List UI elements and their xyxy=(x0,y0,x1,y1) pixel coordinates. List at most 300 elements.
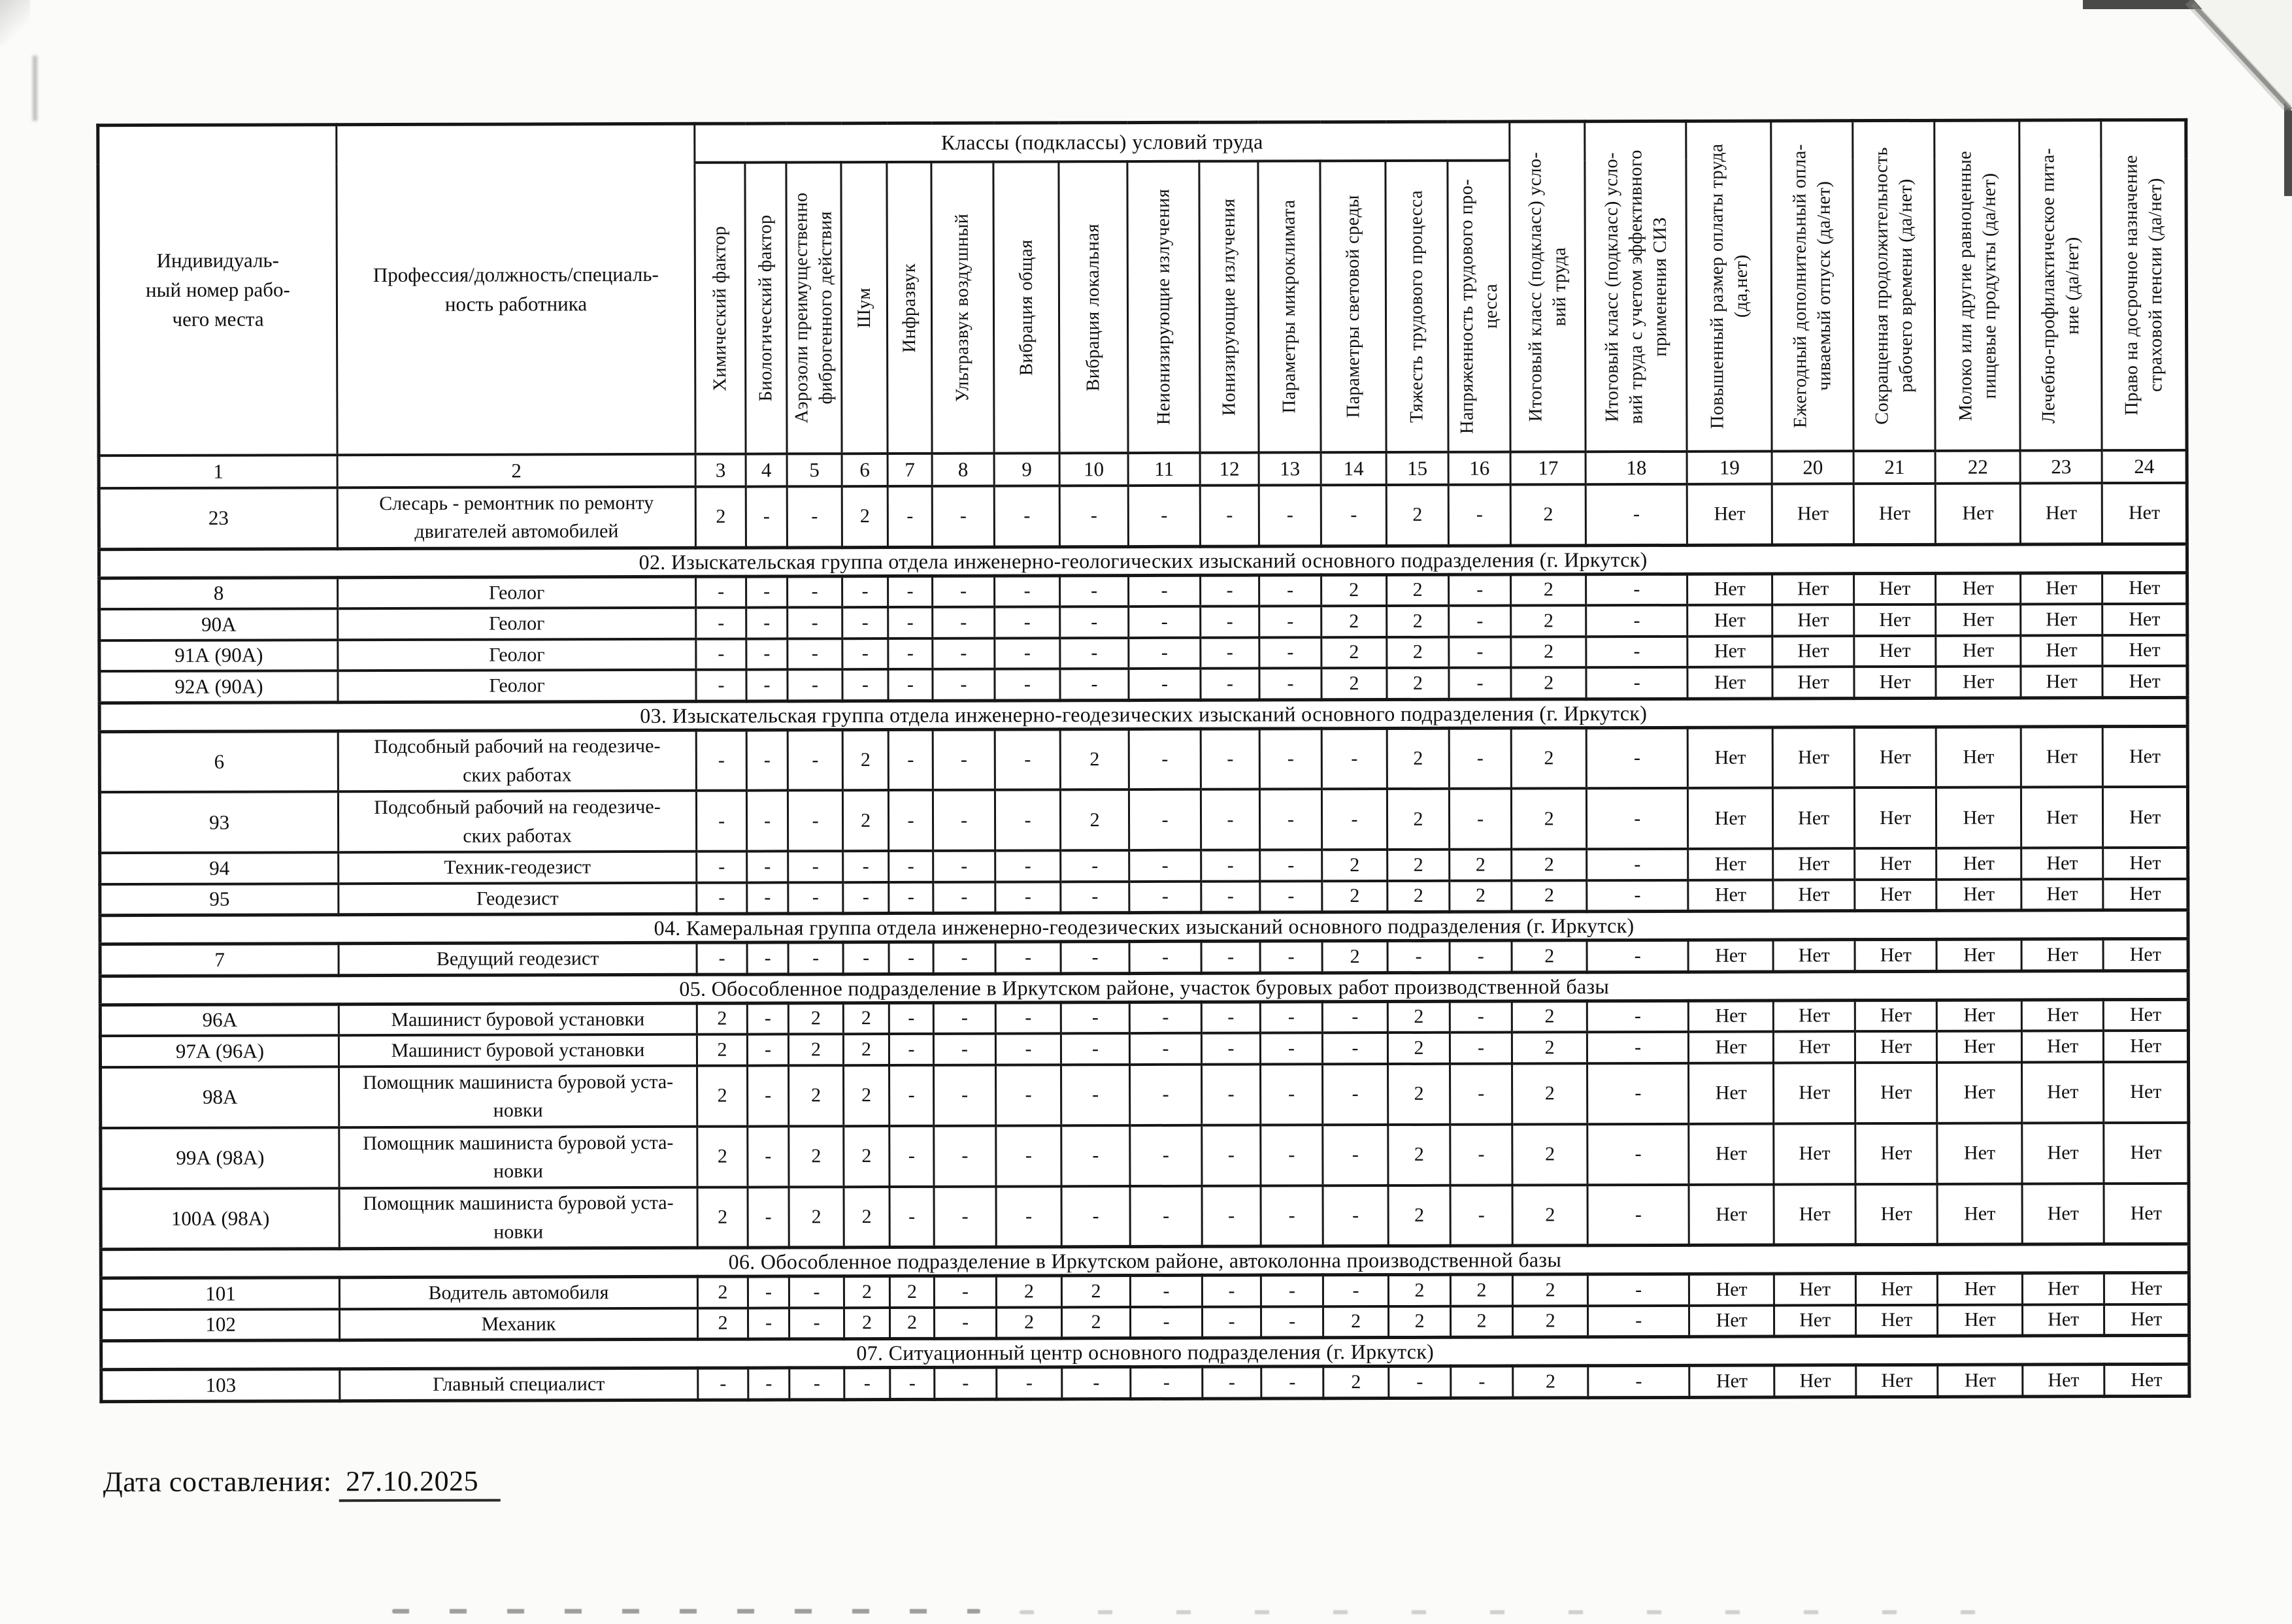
factor-class-cell: - xyxy=(1129,637,1201,669)
factor-class-cell: - xyxy=(1201,941,1260,973)
factor-class-cell: - xyxy=(1586,727,1687,788)
factor-class-cell: 2 xyxy=(1322,881,1387,912)
factor-class-cell: - xyxy=(747,942,788,974)
factor-class-cell: - xyxy=(1387,940,1450,972)
benefit-cell: Нет xyxy=(1689,1305,1774,1336)
factor-class-cell: - xyxy=(1449,728,1511,789)
benefit-cell: Нет xyxy=(2103,787,2188,848)
factor-class-cell: 2 xyxy=(1386,485,1448,546)
benefit-cell: Нет xyxy=(1688,848,1773,880)
factor-class-cell: - xyxy=(935,1367,997,1399)
column-number-cell: 2 xyxy=(337,454,695,488)
benefit-cell: Нет xyxy=(1772,667,1854,698)
benefit-cell: Нет xyxy=(1936,726,2021,787)
factor-class-cell: - xyxy=(1201,850,1260,882)
factor-class-cell: - xyxy=(1259,485,1321,546)
benefit-cell: Нет xyxy=(1937,1062,2022,1123)
factor-class-cell: - xyxy=(1449,668,1511,699)
factor-class-cell: 2 xyxy=(1511,605,1586,637)
column-numbers-row xyxy=(99,450,2187,488)
benefit-cell: Нет xyxy=(1773,1000,1855,1031)
factor-class-cell: - xyxy=(1323,1125,1388,1185)
factor-class-cell: 2 xyxy=(1388,1274,1450,1306)
factor-class-cell: - xyxy=(889,1125,934,1186)
factor-class-cell: - xyxy=(1201,606,1259,638)
factor-class-cell: - xyxy=(995,850,1061,882)
factor-class-cell: - xyxy=(932,486,994,547)
column-number-cell: 22 xyxy=(1935,450,2020,483)
factor-class-cell: - xyxy=(1323,1185,1388,1246)
factor-class-cell: - xyxy=(1060,575,1129,606)
benefit-cell: Нет xyxy=(1687,727,1772,787)
benefit-cell: Нет xyxy=(2021,787,2103,848)
factor-class-cell: - xyxy=(934,1307,996,1338)
factor-class-cell: - xyxy=(1202,1275,1261,1306)
factor-class-cell: - xyxy=(1586,574,1687,605)
profession-cell: Машинист буровой установки xyxy=(339,1003,697,1035)
header-intensity xyxy=(1448,161,1510,452)
factor-class-cell: - xyxy=(789,1308,844,1339)
factor-class-cell: - xyxy=(1129,789,1201,850)
factor-class-cell: - xyxy=(746,669,788,701)
factor-class-cell: - xyxy=(1587,788,1688,849)
factor-class-cell: - xyxy=(1131,1367,1203,1399)
factor-class-cell: 2 xyxy=(1387,668,1449,699)
profession-cell: Подсобный рабочий на геодезиче- ских работах xyxy=(338,730,696,791)
header-classes-span: Классы (подклассы) условий труда xyxy=(695,122,1510,163)
factor-class-cell: - xyxy=(1587,1063,1689,1123)
benefit-cell: Нет xyxy=(1687,573,1772,605)
header-vibration-general-label: Вибрация общая xyxy=(1016,239,1037,376)
profession-cell: Механик xyxy=(339,1308,697,1340)
table-row xyxy=(100,878,2188,915)
factor-class-cell: - xyxy=(788,607,842,638)
workplace-number-cell: 102 xyxy=(101,1309,339,1341)
benefit-cell: Нет xyxy=(2023,1273,2104,1304)
column-number-cell: 5 xyxy=(787,454,842,486)
factor-class-cell: - xyxy=(889,1034,933,1065)
factor-class-cell: 2 xyxy=(1060,729,1129,789)
factor-class-cell: - xyxy=(933,669,995,701)
factor-class-cell: - xyxy=(889,1186,934,1247)
factor-class-cell: - xyxy=(995,789,1060,850)
factor-class-cell: - xyxy=(1261,1306,1323,1338)
workplace-number-cell: 95 xyxy=(100,884,339,916)
factor-class-cell: - xyxy=(1061,882,1129,913)
factor-class-cell: - xyxy=(995,669,1060,700)
section-header: 02. Изыскательская группа отдела инженерно-геологических изысканий основного подразделения (г. Иркутск) xyxy=(99,544,2187,578)
factor-class-cell: - xyxy=(1259,668,1321,699)
factor-class-cell: 2 xyxy=(697,1187,748,1248)
header-infrasound xyxy=(887,162,932,454)
factor-class-cell: - xyxy=(788,669,842,701)
benefit-cell: Нет xyxy=(2022,1184,2104,1244)
factor-class-cell: 2 xyxy=(1388,1124,1450,1185)
factor-class-cell: - xyxy=(1129,575,1201,606)
date-line xyxy=(103,1465,501,1499)
factor-class-cell: - xyxy=(995,882,1061,913)
benefit-cell: Нет xyxy=(1937,1031,2022,1062)
factor-class-cell: 2 xyxy=(843,1003,889,1034)
factor-class-cell: - xyxy=(747,1003,788,1034)
benefit-cell: Нет xyxy=(1855,879,1936,910)
factor-class-cell: 2 xyxy=(1322,941,1387,973)
factor-class-cell: - xyxy=(1449,606,1511,637)
factor-class-cell: 2 xyxy=(1387,850,1450,881)
benefit-cell: Нет xyxy=(1854,727,1936,787)
factor-class-cell: - xyxy=(1202,1185,1261,1246)
benefit-cell: Нет xyxy=(2021,666,2102,697)
factor-class-cell: - xyxy=(1451,1366,1513,1398)
factor-class-cell: - xyxy=(696,730,746,791)
header-increased-pay xyxy=(1686,121,1772,452)
benefit-cell: Нет xyxy=(1936,604,2021,635)
factor-class-cell: 2 xyxy=(697,1308,748,1339)
benefit-cell: Нет xyxy=(2104,1061,2189,1122)
factor-class-cell: - xyxy=(1129,669,1201,700)
factor-class-cell: 2 xyxy=(842,486,888,547)
factor-class-cell: 2 xyxy=(1512,788,1587,849)
factor-class-cell: - xyxy=(934,1125,996,1186)
factor-class-cell: - xyxy=(1260,850,1322,881)
factor-class-cell: - xyxy=(748,1368,789,1400)
factor-class-cell: - xyxy=(1062,1367,1131,1399)
factor-class-cell: 2 xyxy=(1322,850,1387,881)
factor-class-cell: - xyxy=(933,1003,995,1034)
benefit-cell: Нет xyxy=(2102,483,2187,544)
factor-class-cell: - xyxy=(788,638,842,670)
factor-class-cell: 2 xyxy=(1321,637,1387,669)
section-header: 03. Изыскательская группа отдела инженерно-геодезических изысканий основного подразделения (г. Иркутск) xyxy=(99,697,2187,731)
table-row xyxy=(99,483,2187,549)
benefit-cell: Нет xyxy=(2021,999,2103,1031)
header-workplace-number: Индивидуаль- ный номер рабо- чего места xyxy=(98,125,337,456)
benefit-cell: Нет xyxy=(1773,880,1855,911)
factor-class-cell: 2 xyxy=(1388,1306,1450,1337)
factor-class-cell: - xyxy=(1129,850,1201,882)
factor-class-cell: - xyxy=(788,729,842,790)
factor-class-cell: - xyxy=(1587,1032,1689,1063)
table-row xyxy=(99,604,2187,640)
benefit-cell: Нет xyxy=(1774,1063,1855,1123)
table-row xyxy=(100,848,2188,884)
header-noise xyxy=(841,162,888,454)
workplace-number-cell: 7 xyxy=(100,944,339,976)
factor-class-cell: 2 xyxy=(1513,1366,1588,1398)
factor-class-cell: - xyxy=(1260,881,1322,912)
factor-class-cell: - xyxy=(1587,1123,1689,1184)
factor-class-cell: - xyxy=(1129,941,1201,973)
factor-class-cell: 2 xyxy=(1450,1306,1512,1337)
factor-class-cell: - xyxy=(746,729,788,790)
factor-class-cell: - xyxy=(1201,669,1259,700)
column-number-cell: 20 xyxy=(1772,451,1853,484)
factor-class-cell: 2 xyxy=(697,1035,747,1066)
table-row xyxy=(101,1304,2189,1340)
factor-class-cell: - xyxy=(1261,1185,1323,1246)
benefit-cell: Нет xyxy=(1774,1123,1855,1184)
factor-class-cell: - xyxy=(696,670,746,701)
factor-class-cell: - xyxy=(1586,636,1687,667)
factor-class-cell: - xyxy=(696,791,746,852)
factor-class-cell: - xyxy=(789,1368,844,1400)
benefit-cell: Нет xyxy=(1854,635,1936,667)
factor-class-cell: - xyxy=(1261,1064,1323,1125)
factor-class-cell: - xyxy=(747,1034,788,1065)
factor-class-cell: 2 xyxy=(1061,1276,1130,1307)
header-therapeutic-nutrition-label: Лечебно-профилактическое пита- ние (да/нет) xyxy=(2038,148,2084,423)
benefit-cell: Нет xyxy=(1772,636,1854,667)
factor-class-cell: 2 xyxy=(1061,1307,1130,1338)
benefit-cell: Нет xyxy=(1856,1304,1938,1336)
factor-class-cell: - xyxy=(696,576,746,608)
benefit-cell: Нет xyxy=(1936,787,2021,848)
benefit-cell: Нет xyxy=(1688,787,1773,848)
workplace-number-cell: 98А xyxy=(101,1067,339,1128)
column-number-cell: 13 xyxy=(1259,452,1321,485)
factor-class-cell: 2 xyxy=(1512,940,1587,972)
benefit-cell: Нет xyxy=(1772,484,1853,544)
factor-class-cell: 2 xyxy=(1450,880,1512,912)
factor-class-cell: - xyxy=(746,486,787,547)
workplace-number-cell: 97А (96А) xyxy=(100,1035,339,1067)
factor-class-cell: - xyxy=(1130,1185,1202,1246)
benefit-cell: Нет xyxy=(2104,1304,2189,1335)
benefit-cell: Нет xyxy=(1689,1123,1774,1184)
factor-class-cell: 2 xyxy=(697,1276,748,1308)
factor-class-cell: - xyxy=(1129,1033,1201,1065)
factor-class-cell: 2 xyxy=(695,487,746,548)
workplace-number-cell: 23 xyxy=(99,488,337,549)
factor-class-cell: 2 xyxy=(1321,574,1387,606)
factor-class-cell: 2 xyxy=(1511,637,1586,668)
header-biological-label: Биологический фактор xyxy=(756,214,776,402)
benefit-cell: Нет xyxy=(1687,605,1772,636)
profession-cell: Помощник машиниста буровой уста- новки xyxy=(339,1065,697,1127)
factor-class-cell: - xyxy=(697,852,747,883)
factor-class-cell: - xyxy=(1201,575,1259,606)
benefit-cell: Нет xyxy=(1936,939,2021,971)
header-profession: Профессия/должность/специаль- ность работника xyxy=(337,124,695,455)
table-row xyxy=(100,1031,2188,1067)
factor-class-cell: - xyxy=(1587,880,1688,911)
column-number-cell: 6 xyxy=(842,454,888,486)
benefit-cell: Нет xyxy=(1772,605,1854,636)
factor-class-cell: - xyxy=(1202,1306,1261,1338)
workplace-number-cell: 6 xyxy=(99,731,338,792)
factor-class-cell: - xyxy=(996,1065,1061,1125)
factor-class-cell: - xyxy=(748,1126,789,1187)
factor-class-cell: 2 xyxy=(1512,1185,1587,1246)
header-ultrasound xyxy=(931,162,994,454)
benefit-cell: Нет xyxy=(1855,787,1936,848)
column-number-cell: 4 xyxy=(746,454,787,486)
factor-class-cell: - xyxy=(1201,1033,1260,1065)
factor-class-cell: - xyxy=(995,1033,1061,1065)
benefit-cell: Нет xyxy=(2103,848,2188,879)
benefit-cell: Нет xyxy=(1688,880,1773,911)
factor-class-cell: - xyxy=(697,942,747,974)
factor-class-cell: - xyxy=(747,851,788,882)
factor-class-cell: 2 xyxy=(697,1065,748,1126)
column-number-cell: 21 xyxy=(1853,451,1935,484)
benefit-cell: Нет xyxy=(2023,1365,2104,1397)
benefit-cell: Нет xyxy=(2102,726,2187,787)
factor-class-cell: - xyxy=(1587,1184,1689,1245)
factor-class-cell: 2 xyxy=(1513,1274,1588,1306)
factor-class-cell: - xyxy=(995,606,1060,638)
benefit-cell: Нет xyxy=(2021,635,2102,667)
benefit-cell: Нет xyxy=(1855,1062,1937,1123)
factor-class-cell: - xyxy=(1323,1064,1388,1125)
profession-cell: Машинист буровой установки xyxy=(339,1035,697,1067)
factor-class-cell: 2 xyxy=(844,1126,889,1187)
benefit-cell: Нет xyxy=(1687,636,1772,667)
factor-class-cell: 2 xyxy=(1323,1367,1389,1399)
header-aerosols xyxy=(786,162,842,454)
benefit-cell: Нет xyxy=(1774,1274,1856,1305)
factor-class-cell: - xyxy=(1588,1274,1689,1305)
factor-class-cell: 2 xyxy=(996,1276,1061,1307)
factor-class-cell: - xyxy=(995,1002,1061,1033)
table-row xyxy=(101,1122,2189,1188)
factor-class-cell: - xyxy=(1449,574,1511,606)
benefit-cell: Нет xyxy=(1937,1123,2022,1184)
factor-class-cell: - xyxy=(1129,881,1201,912)
factor-class-cell: - xyxy=(1587,1001,1688,1032)
factor-class-cell: 2 xyxy=(1512,849,1587,880)
factor-class-cell: - xyxy=(1450,1124,1512,1185)
column-number-cell: 3 xyxy=(695,454,746,487)
benefit-cell: Нет xyxy=(1688,940,1773,972)
factor-class-cell: - xyxy=(748,1308,789,1339)
factor-class-cell: - xyxy=(1261,1275,1323,1306)
workplace-number-cell: 91А (90А) xyxy=(99,640,338,671)
header-intensity-label: Напряженность трудового про- цесса xyxy=(1456,178,1502,434)
factor-class-cell: - xyxy=(1321,789,1387,850)
factor-class-cell: - xyxy=(698,1368,748,1400)
factor-class-cell: - xyxy=(933,851,995,882)
benefit-cell: Нет xyxy=(1855,1184,1937,1244)
benefit-cell: Нет xyxy=(2104,1272,2189,1304)
column-number-cell: 7 xyxy=(888,454,932,486)
factor-class-cell: - xyxy=(1061,1125,1130,1186)
benefit-cell: Нет xyxy=(2103,878,2188,910)
table-row xyxy=(99,572,2187,609)
factor-class-cell: - xyxy=(1060,606,1129,638)
factor-class-cell: 2 xyxy=(1450,850,1512,881)
factor-class-cell: - xyxy=(1260,941,1322,973)
benefit-cell: Нет xyxy=(1936,572,2021,604)
factor-class-cell: 2 xyxy=(1387,728,1449,789)
factor-class-cell: 2 xyxy=(1387,606,1449,637)
factor-class-cell: - xyxy=(933,576,995,607)
header-chemical-label: Химический фактор xyxy=(710,225,731,391)
header-increased-pay-label: Повышенный размер оплаты труда (да,нет) xyxy=(1706,143,1752,429)
header-milk-products-label: Молоко или другие равноценные пищевые продукты (да/нет) xyxy=(1954,150,2001,422)
factor-class-cell: 2 xyxy=(1511,727,1586,788)
profession-cell: Геолог xyxy=(338,670,696,702)
section-header: 07. Ситуационный центр основного подразделения (г. Иркутск) xyxy=(101,1335,2189,1369)
workplace-number-cell: 101 xyxy=(101,1278,339,1310)
factor-class-cell: - xyxy=(748,1187,789,1248)
factor-class-cell: - xyxy=(933,942,995,974)
factor-class-cell: - xyxy=(1389,1366,1451,1398)
factor-class-cell: 2 xyxy=(1510,484,1586,545)
factor-class-cell: - xyxy=(748,1276,789,1308)
profession-cell: Техник-геодезист xyxy=(339,852,697,884)
header-vibration-local xyxy=(1059,161,1128,453)
benefit-cell: Нет xyxy=(1774,1031,1855,1063)
benefit-cell: Нет xyxy=(2021,848,2103,879)
workplace-number-cell: 8 xyxy=(99,577,338,609)
factor-class-cell: - xyxy=(1061,1065,1130,1125)
factor-class-cell: - xyxy=(933,1034,995,1065)
factor-class-cell: - xyxy=(1129,606,1201,638)
factor-class-cell: - xyxy=(1321,485,1386,546)
factor-class-cell: - xyxy=(843,882,889,914)
factor-class-cell: - xyxy=(1450,1185,1512,1246)
factor-class-cell: - xyxy=(933,729,995,790)
factor-class-cell: - xyxy=(1128,486,1200,546)
benefit-cell: Нет xyxy=(1773,848,1855,880)
factor-class-cell: - xyxy=(788,790,842,851)
benefit-cell: Нет xyxy=(1855,1031,1937,1063)
benefit-cell: Нет xyxy=(1774,1184,1855,1245)
benefit-cell: Нет xyxy=(2104,1364,2189,1396)
factor-class-cell: - xyxy=(933,790,995,851)
factor-class-cell: - xyxy=(995,729,1060,789)
benefit-cell: Нет xyxy=(1856,1365,1938,1397)
factor-class-cell: - xyxy=(1061,1186,1130,1247)
factor-class-cell: - xyxy=(995,638,1060,669)
factor-class-cell: - xyxy=(1261,1367,1323,1399)
section-header: 04. Камеральная группа отдела инженерно-геодезических изысканий основного подразделения (г. Иркутск) xyxy=(100,910,2188,944)
factor-class-cell: - xyxy=(1202,1125,1261,1185)
factor-class-cell: - xyxy=(843,851,889,882)
column-number-cell: 16 xyxy=(1448,452,1510,485)
factor-class-cell: - xyxy=(746,576,788,607)
factor-class-cell: - xyxy=(697,882,747,914)
factor-class-cell: - xyxy=(1201,1002,1260,1033)
header-light-label: Параметры световой среды xyxy=(1342,195,1364,418)
benefit-cell: Нет xyxy=(1854,667,1936,698)
header-light xyxy=(1320,161,1386,452)
profession-cell: Помощник машиниста буровой уста- новки xyxy=(339,1187,697,1248)
factor-class-cell: 2 xyxy=(1387,789,1449,850)
benefit-cell: Нет xyxy=(1936,999,2021,1031)
factor-class-cell: - xyxy=(888,729,933,790)
benefit-cell: Нет xyxy=(1773,787,1855,848)
factor-class-cell: 2 xyxy=(842,790,888,851)
factor-class-cell: - xyxy=(889,1003,933,1034)
factor-class-cell: - xyxy=(1450,1033,1512,1064)
factor-class-cell: - xyxy=(1130,1125,1202,1185)
benefit-cell: Нет xyxy=(1853,484,1935,544)
table-row xyxy=(100,999,2188,1036)
factor-class-cell: - xyxy=(788,576,842,607)
factor-class-cell: - xyxy=(1587,849,1688,880)
header-row-1 xyxy=(98,120,2186,164)
factor-class-cell: - xyxy=(889,1065,934,1125)
column-number-cell: 15 xyxy=(1386,452,1448,485)
factor-class-cell: - xyxy=(933,607,995,638)
table-row xyxy=(99,666,2187,703)
factor-class-cell: - xyxy=(1201,789,1259,850)
factor-class-cell: - xyxy=(789,1276,844,1308)
benefit-cell: Нет xyxy=(1855,939,1936,971)
header-reduced-hours xyxy=(1853,120,1935,451)
